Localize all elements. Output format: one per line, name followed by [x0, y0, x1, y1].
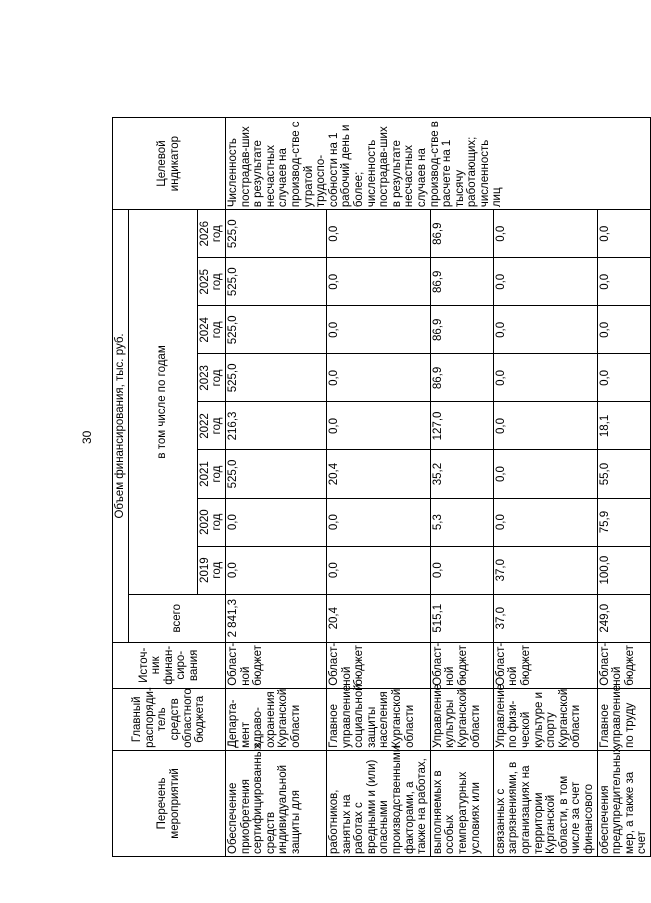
header-manager: Главный распоряди-тель средств областного бюджета — [113, 688, 226, 750]
total-cell: 2 841,3 — [226, 594, 327, 642]
year-cell: 37,0 — [493, 546, 597, 594]
source-cell: Област-ной бюджет — [493, 642, 597, 688]
table-row — [430, 118, 493, 857]
year-cell: 0,0 — [327, 210, 431, 258]
source-cell: Област-ной бюджет — [430, 642, 493, 688]
table-row — [597, 118, 650, 857]
year-cell: 525,0 — [226, 258, 327, 306]
year-cell: 86,9 — [430, 354, 493, 402]
manager-cell: Департа-мент здраво-охранения Курганской области — [226, 688, 327, 750]
year-cell: 0,0 — [327, 546, 431, 594]
year-cell: 0,0 — [493, 402, 597, 450]
table-row — [493, 118, 597, 857]
year-cell: 0,0 — [327, 306, 431, 354]
year-cell: 0,0 — [597, 210, 650, 258]
year-cell: 0,0 — [597, 306, 650, 354]
year-cell: 0,0 — [493, 450, 597, 498]
year-cell: 5,3 — [430, 498, 493, 546]
source-cell: Област-ной бюджет — [597, 642, 650, 688]
total-cell: 249,0 — [597, 594, 650, 642]
header-year: 2020 год — [197, 498, 225, 546]
total-cell: 37,0 — [493, 594, 597, 642]
source-cell: Област-ной бюджет — [327, 642, 431, 688]
year-cell: 0,0 — [327, 354, 431, 402]
header-target: Целевой индикатор — [113, 118, 226, 210]
year-cell: 0,0 — [493, 306, 597, 354]
year-cell: 0,0 — [597, 258, 650, 306]
header-measures: Перечень мероприятий — [113, 750, 226, 856]
header-year: 2023 год — [197, 354, 225, 402]
year-cell: 0,0 — [430, 546, 493, 594]
year-cell: 0,0 — [493, 258, 597, 306]
header-total: всего — [128, 594, 225, 642]
year-cell: 86,9 — [430, 306, 493, 354]
year-cell: 75,9 — [597, 498, 650, 546]
header-year: 2022 год — [197, 402, 225, 450]
target-indicator-cell: Численность пострадав-ших в результате несчастных случаев на производ-стве с утратой трудоспо-собности на 1 рабочий день и более; численность пострадав-ших в результате несчастных случаев на производ-стве в расчете на 1 тысячу работающих; численность лиц — [226, 118, 651, 210]
year-cell: 525,0 — [226, 450, 327, 498]
total-cell: 20,4 — [327, 594, 431, 642]
measure-cell: Обеспечение приобретения сертифицированных средств индивидуальной защиты для — [226, 750, 327, 856]
year-cell: 0,0 — [226, 498, 327, 546]
page-number: 30 — [80, 430, 94, 444]
year-cell: 35,2 — [430, 450, 493, 498]
header-funding: Объем финансирования, тыс. руб. — [113, 210, 129, 643]
measure-cell: выполняемых в особых температурных условиях или — [430, 750, 493, 856]
header-year: 2026 год — [197, 210, 225, 258]
funding-table — [112, 117, 651, 857]
manager-cell: Управление по физи-ческой культуре и спорту Курганской области — [493, 688, 597, 750]
manager-cell: Управление культуры Курганской области — [430, 688, 493, 750]
year-cell: 100,0 — [597, 546, 650, 594]
year-cell: 0,0 — [327, 498, 431, 546]
year-cell: 20,4 — [327, 450, 431, 498]
year-cell: 0,0 — [493, 354, 597, 402]
header-year: 2024 год — [197, 306, 225, 354]
source-cell: Област-ной бюджет — [226, 642, 327, 688]
total-cell: 515,1 — [430, 594, 493, 642]
year-cell: 18,1 — [597, 402, 650, 450]
manager-cell: Главное управление по труду — [597, 688, 650, 750]
table-row — [327, 118, 431, 857]
funding-table-rotated — [112, 117, 649, 857]
year-cell: 0,0 — [226, 546, 327, 594]
year-cell: 525,0 — [226, 210, 327, 258]
year-cell: 0,0 — [493, 498, 597, 546]
year-cell: 0,0 — [327, 402, 431, 450]
year-cell: 86,9 — [430, 258, 493, 306]
header-year: 2019 год — [197, 546, 225, 594]
year-cell: 0,0 — [597, 354, 650, 402]
year-cell: 0,0 — [327, 258, 431, 306]
header-year: 2025 год — [197, 258, 225, 306]
header-source: Источ-ник финан-сиро-вания — [113, 642, 226, 688]
header-by-years: в том числе по годам — [128, 210, 197, 595]
year-cell: 216,3 — [226, 402, 327, 450]
manager-cell: Главное управление социальной защиты населения Курганской области — [327, 688, 431, 750]
year-cell: 55,0 — [597, 450, 650, 498]
header-year: 2021 год — [197, 450, 225, 498]
year-cell: 86,9 — [430, 210, 493, 258]
year-cell: 525,0 — [226, 354, 327, 402]
year-cell: 0,0 — [493, 210, 597, 258]
year-cell: 127,0 — [430, 402, 493, 450]
measure-cell: связанных с загрязнениями, в организациях на территории Курганской области, в том числе за счет финансового — [493, 750, 597, 856]
table-row — [226, 118, 327, 857]
measure-cell: обеспечения предупредительных мер, а также за счет — [597, 750, 650, 856]
year-cell: 525,0 — [226, 306, 327, 354]
measure-cell: работников, занятых на работах с вредными и (или) опасными производственными факторами, а также на работах, — [327, 750, 431, 856]
